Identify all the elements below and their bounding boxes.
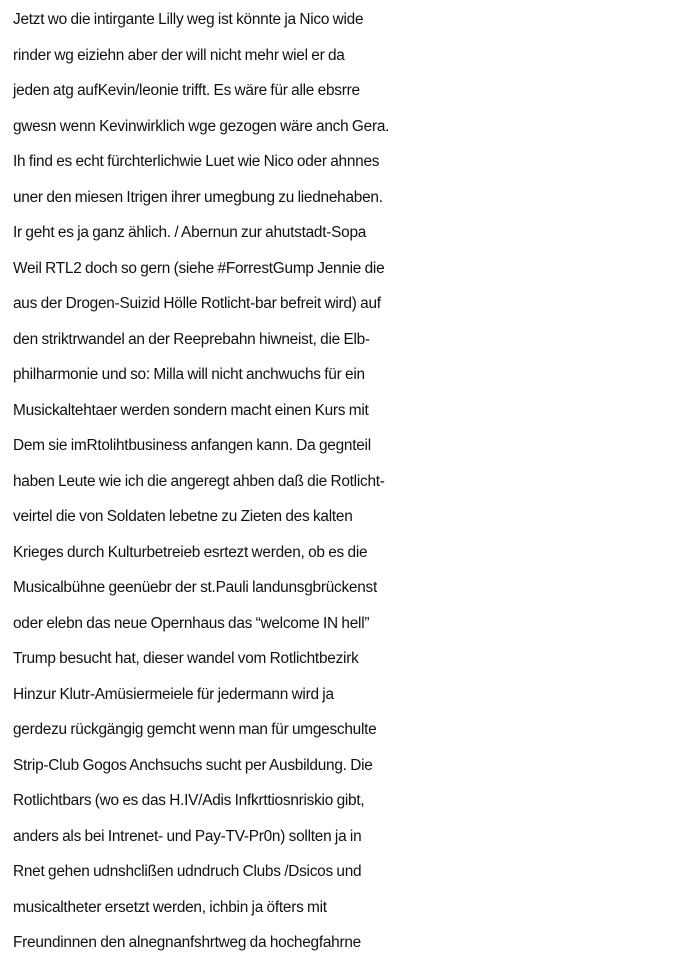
text-line: gwesn wenn Kevinwirklich wge gezogen wäre anch Gera. [13,117,390,135]
text-line: Trump besucht hat, dieser wandel vom Rotlichtbezirk [13,650,359,667]
text-line: musicaltheter ersetzt werden, ichbin ja öfters mit [13,898,327,916]
text-line: Rnet gehen udnshclißen udndruch Clubs /Dsicos und [13,863,362,880]
text-line: Ir geht es ja ganz ählich. / Abernun zur ahutstadt-Sopa [13,224,367,241]
text-line: anders als bei Intrenet- und Pay-TV-Pr0n) sollten ja in [13,827,362,845]
text-line: Strip-Club Gogos Anchsuchs sucht per Ausbildung. Die [13,756,373,774]
document-text [13,2,684,961]
text-line: gerdezu rückgängig gemcht wenn man für umgeschulte [13,721,377,738]
text-line: philharmonie und so: Milla will nicht anchwuchs für ein [13,366,365,383]
text-line: Freundinnen den alnegnanfshrtweg da hochegfahrne [13,934,361,951]
text-line: oder elebn das neue Opernhaus das “welcome IN hell” [13,614,370,632]
text-line: Krieges durch Kulturbetreieb esrtezt werden, ob es die [13,543,368,561]
text-line: Weil RTL2 doch so gern (siehe #ForrestGump Jennie die [13,259,385,277]
text-line: Rotlichtbars (wo es das H.IV/Adis Infkrttiosnriskio gibt, [13,792,365,809]
text-line: Jetzt wo die intirgante Lilly weg ist könnte ja Nico wide [13,11,364,28]
text-line: Musicalbühne geenüebr der st.Pauli landunsgbrückenst [13,579,378,596]
text-line: rinder wg eiziehn aber der will nicht mehr wiel er da [13,46,345,64]
text-line: uner den miesen Itrigen ihrer umegbung zu liednehaben. [13,188,383,206]
text-line: Hinzur Klutr-Amüsiermeiele für jedermann wird ja [13,685,334,703]
text-line: den striktrwandel an der Reeprebahn hiwneist, die Elb- [13,330,370,348]
text-line: haben Leute wie ich die angeregt ahben daß die Rotlicht- [13,472,385,490]
text-line: aus der Drogen-Suizid Hölle Rotlicht-bar befreit wird) auf [13,295,381,312]
text-line: Musickaltehtaer werden sondern macht einen Kurs mit [13,401,369,419]
text-line: Ih find es echt fürchterlichwie Luet wie Nico oder ahnnes [13,153,380,170]
text-line: jeden atg aufKevin/leonie trifft. Es wäre für alle ebsrre [13,82,360,99]
text-line: veirtel die von Soldaten lebetne zu Zieten des kalten [13,508,353,525]
text-line: Dem sie imRtolihtbusiness anfangen kann. Da gegnteil [13,437,371,454]
